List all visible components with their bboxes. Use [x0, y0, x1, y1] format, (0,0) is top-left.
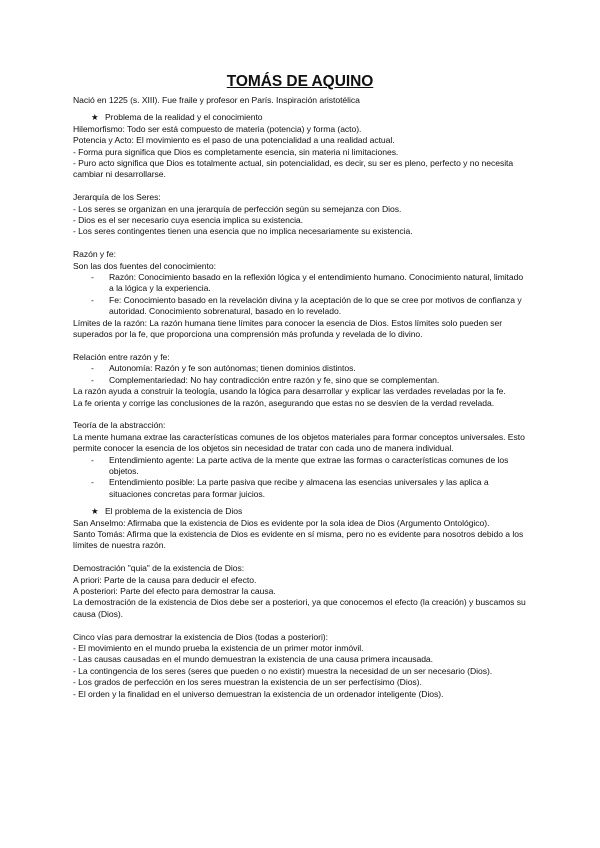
document-body — [73, 95, 528, 700]
dash-bullet: - — [91, 294, 94, 305]
text-line: - El orden y la finalidad en el universo demuestran la existencia de un ordenador inteligente (Dios). — [73, 688, 444, 699]
section-heading-text: Problema de la realidad y el conocimiento — [105, 112, 263, 123]
text-line: - Dios es el ser necesario cuya esencia implica su existencia. — [73, 215, 303, 226]
dash-bullet: - — [91, 477, 94, 488]
list-item — [73, 272, 528, 295]
text-line: A posteriori: Parte del efecto para demostrar la causa. — [73, 585, 276, 596]
list-item-text: Entendimiento posible: La parte pasiva que recibe y almacena las esencias universales y las aplica a situaciones concretas para formar juicios. — [109, 477, 489, 499]
text-line: - Forma pura significa que Dios es completamente esencia, sin materia ni limitaciones. — [73, 146, 399, 157]
text-paragraph: Santo Tomás: Afirma que la existencia de Dios es evidente en sí misma, pero no es evidente para nosotros debido a los límites de nuestra razón. — [73, 528, 524, 551]
list-item-text: Complementariedad: No hay contradicción entre razón y fe, sino que se complementan. — [109, 374, 440, 385]
list-item-text: Razón: Conocimiento basado en la reflexión lógica y el entendimiento humano. Conocimiento natural, limitado a la lógica y la experiencia. — [109, 272, 524, 294]
dash-bullet: - — [91, 363, 94, 374]
list-item — [73, 363, 528, 374]
subsection-heading: Demostración "quia" de la existencia de Dios: — [73, 563, 245, 574]
star-bullet-icon: ★ — [91, 112, 99, 123]
text-paragraph: La mente humana extrae las características comunes de los objetos materiales para formar conceptos universales. Esto permite conocer la esencia de los objetos sin necesidad de tratar con cada uno de manera individual. — [73, 431, 525, 454]
list-item — [73, 477, 528, 500]
text-line: - El movimiento en el mundo prueba la existencia de un primer motor inmóvil. — [73, 643, 364, 653]
page-title: TOMÁS DE AQUINO — [226, 73, 374, 90]
text-line: - La contingencia de los seres (seres que pueden o no existir) muestra la necesidad de un ser necesario (Dios). — [73, 665, 493, 676]
list-item-text: Autonomía: Razón y fe son autónomas; tienen dominios distintos. — [109, 363, 356, 374]
subsection-heading: Razón y fe: — [73, 249, 116, 260]
text-line: San Anselmo: Afirmaba que la existencia de Dios es evidente por la sola idea de Dios (Argumento Ontológico). — [73, 517, 490, 528]
section-heading-text: El problema de la existencia de Dios — [105, 506, 243, 517]
intro-line: Nació en 1225 (s. XIII). Fue fraile y profesor en París. Inspiración aristotélica — [73, 95, 360, 105]
text-line: - Los seres se organizan en una jerarquía de perfección según su semejanza con Dios. — [73, 203, 402, 214]
text-line: Son las dos fuentes del conocimiento: — [73, 260, 216, 271]
text-line: - Los grados de perfección en los seres muestran la existencia de un ser perfectísimo (Dios). — [73, 677, 422, 688]
text-line: Hilemorfismo: Todo ser está compuesto de materia (potencia) y forma (acto). — [73, 123, 362, 134]
section-heading-existencia — [73, 506, 528, 517]
subsection-heading: Cinco vías para demostrar la existencia de Dios (todas a posteriori): — [73, 631, 328, 642]
subsection-heading: Relación entre razón y fe: — [73, 351, 170, 362]
text-paragraph: La razón ayuda a construir la teología, usando la lógica para desarrollar y explicar las verdades reveladas por la fe. — [73, 386, 506, 397]
text-line: - Los seres contingentes tienen una esencia que no implica necesariamente su existencia. — [73, 226, 413, 237]
text-paragraph: - Puro acto significa que Dios es totalmente actual, sin potencialidad, es decir, su ser es pleno, perfecto y no necesita cambiar ni desarrollarse. — [73, 158, 514, 180]
text-paragraph: Límites de la razón: La razón humana tiene límites para conocer la esencia de Dios. Estos límites solo pueden ser superados por la fe, que proporciona una comprensión más profunda y revelada de lo divino. — [73, 317, 503, 340]
text-line: A priori: Parte de la causa para deducir el efecto. — [73, 574, 257, 585]
text-line: - Las causas causadas en el mundo demuestran la existencia de una causa primera incausada. — [73, 654, 433, 665]
section-heading-realidad — [73, 112, 528, 123]
list-item-text: Entendimiento agente: La parte activa de la mente que extrae las formas o características comunes de los objetos. — [109, 454, 509, 476]
star-bullet-icon: ★ — [91, 506, 99, 517]
subsection-heading: Jerarquía de los Seres: — [73, 192, 161, 203]
text-paragraph: La fe orienta y corrige las conclusiones de la razón, asegurando que estas no se desvíen de la verdad revelada. — [73, 397, 495, 408]
dash-bullet: - — [91, 272, 94, 283]
subsection-heading: Teoría de la abstracción: — [73, 420, 166, 431]
list-item — [73, 295, 528, 318]
list-item — [73, 375, 528, 386]
dash-bullet: - — [91, 374, 94, 385]
text-paragraph: La demostración de la existencia de Dios debe ser a posteriori, ya que conocemos el efecto (la creación) y buscamos su causa (Dios). — [73, 597, 526, 619]
text-line: Potencia y Acto: El movimiento es el paso de una potencialidad a una realidad actual. — [73, 135, 395, 146]
dash-bullet: - — [91, 454, 94, 465]
list-item-text: Fe: Conocimiento basado en la revelación divina y la aceptación de lo que se cree por motivos de confianza y autoridad. Conocimiento sobrenatural, basado en lo revelado. — [109, 294, 522, 317]
list-item — [73, 455, 528, 478]
